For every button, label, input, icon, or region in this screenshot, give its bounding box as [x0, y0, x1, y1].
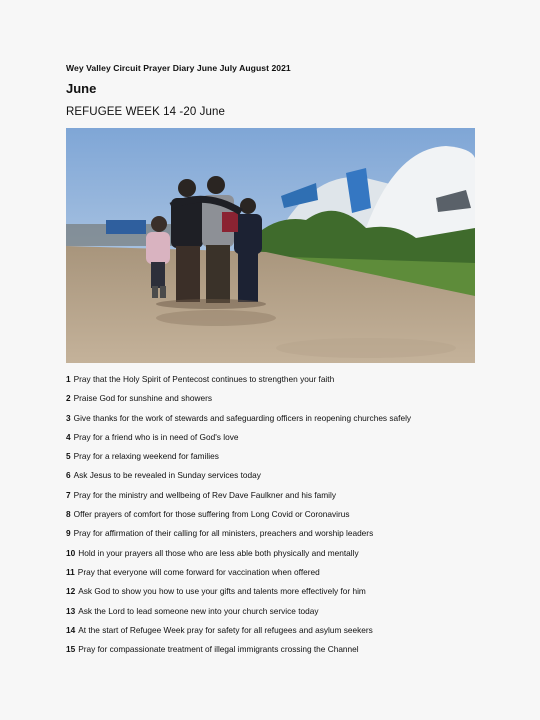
item-text: Praise God for sunshine and showers — [73, 393, 212, 404]
item-text: Pray for a relaxing weekend for families — [73, 451, 219, 462]
item-number: 14 — [66, 624, 76, 635]
item-number: 1 — [66, 374, 71, 384]
item-number: 10 — [66, 547, 76, 558]
list-item — [66, 643, 496, 662]
list-item — [66, 508, 496, 527]
item-number: 15 — [66, 644, 76, 655]
item-text: Pray that the Holy Spirit of Pentecost continues to strengthen your faith — [73, 374, 335, 384]
list-item — [66, 392, 496, 411]
list-item — [66, 527, 496, 546]
item-text: Hold in your prayers all those who are less able both physically and mentally — [78, 547, 359, 558]
list-item — [66, 450, 496, 469]
prayer-list — [66, 373, 496, 662]
list-item — [66, 547, 496, 566]
refugee-children-photo — [66, 128, 475, 363]
item-number: 9 — [66, 528, 71, 539]
month-heading: June — [66, 81, 97, 96]
diary-title: Wey Valley Circuit Prayer Diary June July August 2021 — [66, 63, 291, 73]
item-text: At the start of Refugee Week pray for safety for all refugees and asylum seekers — [78, 624, 373, 635]
item-text: Pray for compassionate treatment of illegal immigrants crossing the Channel — [78, 644, 359, 655]
list-item — [66, 373, 496, 392]
item-text: Ask Jesus to be revealed in Sunday services today — [73, 470, 261, 481]
item-text: Pray for the ministry and wellbeing of Rev Dave Faulkner and his family — [73, 489, 337, 500]
list-item — [66, 624, 496, 643]
item-number: 13 — [66, 605, 76, 616]
item-number: 6 — [66, 470, 71, 481]
item-number: 4 — [66, 431, 71, 442]
list-item — [66, 412, 496, 431]
item-text: Pray for affirmation of their calling for all ministers, preachers and worship leaders — [73, 528, 374, 539]
item-text: Ask God to show you how to use your gifts and talents more effectively for him — [78, 586, 366, 597]
item-number: 7 — [66, 489, 71, 500]
list-item — [66, 605, 496, 624]
item-number: 3 — [66, 412, 71, 423]
list-item — [66, 489, 496, 508]
item-text: Pray for a friend who is in need of God's love — [73, 431, 239, 442]
item-number: 11 — [66, 566, 75, 577]
item-text: Pray that everyone will come forward for vaccination when offered — [77, 566, 320, 577]
item-text: Ask the Lord to lead someone new into your church service today — [78, 605, 319, 616]
list-item — [66, 431, 496, 450]
item-number: 5 — [66, 451, 71, 462]
item-number: 12 — [66, 586, 76, 597]
item-number: 2 — [66, 393, 71, 404]
item-number: 8 — [66, 509, 71, 520]
item-text: Give thanks for the work of stewards and safeguarding officers in reopening churches safely — [73, 412, 412, 423]
item-text: Offer prayers of comfort for those suffering from Long Covid or Coronavirus — [73, 509, 350, 520]
week-heading: REFUGEE WEEK 14 -20 June — [66, 106, 225, 118]
list-item — [66, 469, 496, 488]
list-item — [66, 566, 496, 585]
list-item — [66, 585, 496, 604]
